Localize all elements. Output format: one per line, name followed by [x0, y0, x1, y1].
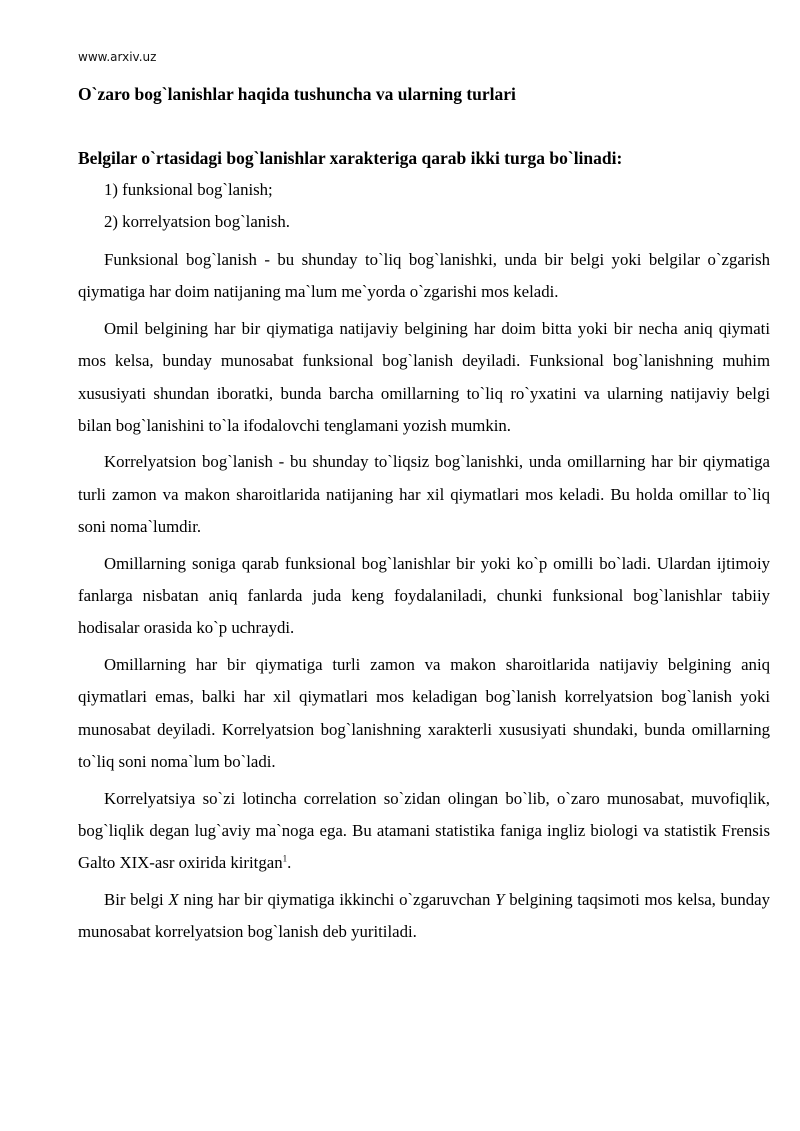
- lead-sentence: Belgilar o`rtasidagi bog`lanishlar xarakteriga qarab ikki turga bo`linadi:: [78, 148, 623, 168]
- paragraph-factor-count: Omillarning soniga qarab funksional bog`lanishlar bir yoki ko`p omilli bo`ladi. Ulardan ijtimoiy fanlarga nisbatan aniq fanlarda juda keng foydalaniladi, chunki funksional bog`lanishlar tabiiy hodisalar orasida ko`p uchraydi.: [78, 553, 770, 638]
- xy-part2: ning har bir qiymatiga ikkinchi o`zgaruvchan: [178, 889, 496, 909]
- variable-y: Y: [495, 889, 505, 909]
- list-item-correlation: 2) korrelyatsion bog`lanish.: [104, 212, 290, 231]
- galton-text: Korrelyatsiya so`zi lotincha correlation so`zidan olingan bo`lib, o`zaro munosabat, muvofiqlik, bog`liqlik degan lug`aviy ma`noga ega. Bu atamani statistika faniga ingliz biologi va statistik Frensis Galto XIX-asr oxirida kiritgan: [78, 788, 770, 873]
- paragraph-galton: [78, 783, 770, 880]
- paragraph-correlation-definition: Korrelyatsion bog`lanish - bu shunday to`liqsiz bog`lanishki, unda omillarning har bir qiymatiga turli zamon va makon sharoitlarida natijaning har xil qiymatlari mos keladi. Bu holda omillar to`liq soni noma`lumdir.: [78, 452, 770, 537]
- site-url[interactable]: www.arxiv.uz: [78, 50, 157, 64]
- paragraph-xy-definition: [78, 884, 770, 949]
- xy-part1: Bir belgi: [104, 889, 169, 909]
- paragraph-functional-definition: Funksional bog`lanish - bu shunday to`liq bog`lanishki, unda bir belgi yoki belgilar o`zgarish qiymatiga har doim natijaning ma`lum me`yorda o`zgarishi mos keladi.: [78, 250, 770, 302]
- paragraph-correlation-property: Omillarning har bir qiymatiga turli zamon va makon sharoitlarida natijaviy belgining aniq qiymatlari emas, balki har xil qiymatlari mos keladigan bog`lanish korrelyatsion bog`lanish yoki munosabat deyiladi. Korrelyatsion bog`lanishning xarakterli xususiyati shundaki, bunda omillarning to`liq soni noma`lum bo`ladi.: [78, 654, 770, 772]
- variable-x: X: [168, 889, 179, 909]
- xy-part3: belgining taqsimoti mos kelsa, bunday munosabat korrelyatsion bog`lanish deb yuritiladi.: [78, 889, 770, 942]
- footnote-mark[interactable]: 1: [282, 853, 288, 864]
- list-item-functional: 1) funksional bog`lanish;: [104, 180, 273, 199]
- galton-end: .: [287, 853, 292, 873]
- paragraph-functional-property: Omil belgining har bir qiymatiga natijaviy belgining har doim bitta yoki bir necha aniq qiymati mos kelsa, bunday munosabat funksional bog`lanish deyiladi. Funksional bog`lanishning muhim xususiyati shundan iboratki, bunda barcha omillarning to`liq ro`yxatini va ularning natijaviy belgi bilan bog`lanishini to`la ifodalovchi tenglamani yozish mumkin.: [78, 318, 770, 436]
- document-title: O`zaro bog`lanishlar haqida tushuncha va ularning turlari: [78, 84, 516, 104]
- document-body: [78, 146, 770, 949]
